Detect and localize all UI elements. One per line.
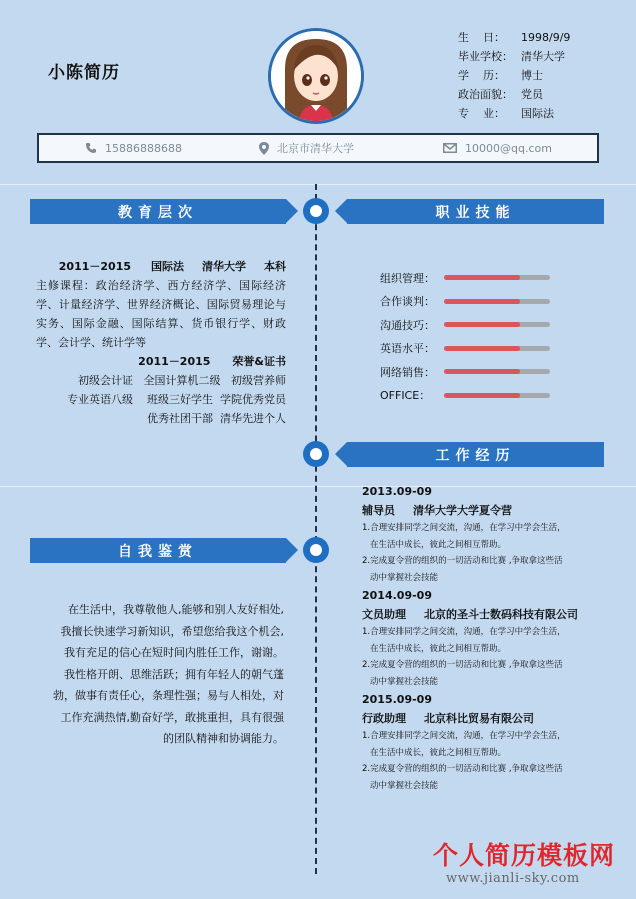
self-evaluation	[32, 599, 284, 750]
work-date: 2015.09-09	[362, 693, 432, 706]
skill-bar-fill	[444, 275, 520, 280]
self-eval-line: 勃，做事有责任心，条理性强；易与人相处，对	[53, 689, 284, 702]
timeline-node	[303, 441, 329, 467]
skill-bar	[444, 322, 550, 327]
skill-row	[380, 360, 550, 384]
skill-bar	[444, 275, 550, 280]
skill-bar	[444, 346, 550, 351]
timeline-line	[315, 184, 317, 874]
contact-address[interactable]: 北京市清华大学	[259, 140, 354, 156]
work-entry	[362, 586, 594, 690]
envelope-icon	[443, 143, 457, 153]
work-duty-line: 2.完成夏令营的组织的一切活动和比赛 ,争取拿这些活	[362, 764, 563, 774]
resume-title: 小陈简历	[48, 63, 120, 83]
watermark-title: 个人简历模板网	[433, 841, 616, 870]
education-courses: 主修课程：政治经济学、西方经济学、国际经济学、计量经济学、世界经济概论、国际贸易理论与实务、国际金融、国际结算、货币银行学、财政学、会计学、统计学等	[36, 279, 286, 349]
work-entry	[362, 482, 594, 586]
skill-bar	[444, 369, 550, 374]
work-duty-line: 2.完成夏令营的组织的一切活动和比赛 ,争取拿这些活	[362, 556, 563, 566]
skill-label: 网络销售：	[380, 365, 435, 379]
certificate-line: 专业英语八级 班级三好学生 学院优秀党员	[67, 393, 286, 406]
work-entry	[362, 690, 594, 794]
info-row-birthday: 生 日： 1998/9/9	[458, 31, 571, 44]
work-duty-line: 1.合理安排同学之间交流，沟通，在学习中学会生活，	[362, 523, 566, 533]
work-title: 行政助理 北京科比贸易有限公司	[362, 712, 534, 725]
work-title: 文员助理 北京的圣斗士数码科技有限公司	[362, 608, 578, 621]
certificates-block	[36, 352, 286, 428]
band-divider	[0, 184, 636, 185]
work-date: 2014.09-09	[362, 589, 432, 602]
work-title: 辅导员 清华大学大学夏令营	[362, 504, 512, 517]
section-header-education: 教育层次	[30, 199, 286, 224]
work-duty-line: 动中掌握社会技能	[370, 676, 439, 687]
work-duty-line: 动中掌握社会技能	[370, 780, 439, 791]
location-pin-icon	[259, 142, 269, 155]
skill-bar	[444, 299, 550, 304]
self-eval-line: 我擅长快速学习新知识，希望您给我这个机会,	[60, 624, 284, 638]
skill-label: 合作谈判：	[380, 295, 435, 309]
work-duty-line: 动中掌握社会技能	[370, 572, 439, 583]
work-duty-line: 在生活中成长，彼此之间相互帮助。	[370, 539, 507, 550]
skill-row	[380, 337, 550, 361]
timeline-node	[303, 537, 329, 563]
work-duty-line: 2.完成夏令营的组织的一切活动和比赛 ,争取拿这些活	[362, 660, 563, 670]
section-header-self: 自我鉴赏	[30, 538, 286, 563]
self-eval-line: 我性格开朗、思维活跃；拥有年轻人的朝气蓬	[64, 667, 284, 681]
skill-row	[380, 266, 550, 290]
contact-bar	[37, 133, 599, 163]
section-header-skills: 职业技能	[347, 199, 604, 224]
cartoon-girl-icon	[271, 31, 361, 121]
skill-bar-fill	[444, 346, 520, 351]
self-eval-line: 在生活中，我尊敬他人,能够和别人友好相处,	[68, 603, 284, 616]
skill-bar	[444, 393, 550, 398]
info-row-political: 政治面貌： 党员	[458, 88, 543, 101]
skill-label: OFFICE：	[380, 389, 431, 403]
certificates-heading: 2011－2015 荣誉&证书	[138, 355, 286, 368]
skill-bar-fill	[444, 322, 520, 327]
work-experience-list	[362, 482, 594, 794]
personal-info	[458, 28, 570, 123]
education-block	[36, 257, 286, 352]
phone-icon	[85, 142, 97, 154]
certificate-line: 优秀社团干部 清华先进个人	[147, 412, 286, 425]
skill-row	[380, 313, 550, 337]
skill-bar-fill	[444, 393, 520, 398]
work-duty-line: 在生活中成长，彼此之间相互帮助。	[370, 643, 507, 654]
skill-row	[380, 290, 550, 314]
work-date: 2013.09-09	[362, 485, 432, 498]
info-row-degree: 学 历： 博士	[458, 69, 543, 82]
skill-bar-fill	[444, 369, 520, 374]
skill-label: 沟通技巧：	[380, 318, 435, 332]
contact-phone[interactable]: 15886888688	[85, 142, 182, 155]
skill-row	[380, 384, 550, 408]
education-heading: 2011－2015 国际法 清华大学 本科	[58, 260, 286, 273]
info-row-school: 毕业学校： 清华大学	[458, 50, 565, 63]
skill-label: 英语水平：	[380, 342, 435, 356]
timeline-node	[303, 198, 329, 224]
section-header-work: 工作经历	[347, 442, 604, 467]
certificate-line: 初级会计证 全国计算机二级 初级营养师	[78, 374, 286, 387]
skill-bar-fill	[444, 299, 520, 304]
skills-list	[380, 266, 550, 407]
self-eval-line: 我有充足的信心在短时间内胜任工作，谢谢。	[64, 646, 284, 659]
self-eval-line: 工作充满热情,勤奋好学，敢挑重担，具有很强	[60, 710, 284, 724]
contact-email[interactable]: 10000@qq.com	[443, 142, 552, 155]
info-row-major: 专 业： 国际法	[458, 107, 554, 120]
avatar	[268, 28, 364, 124]
watermark-url[interactable]: www.jianli-sky.com	[446, 871, 580, 886]
work-duty-line: 1.合理安排同学之间交流，沟通，在学习中学会生活，	[362, 627, 566, 637]
work-duty-line: 在生活中成长，彼此之间相互帮助。	[370, 747, 507, 758]
work-duty-line: 1.合理安排同学之间交流，沟通，在学习中学会生活，	[362, 731, 566, 741]
skill-label: 组织管理：	[380, 271, 435, 285]
self-eval-line: 的团队精神和协调能力。	[163, 732, 284, 745]
